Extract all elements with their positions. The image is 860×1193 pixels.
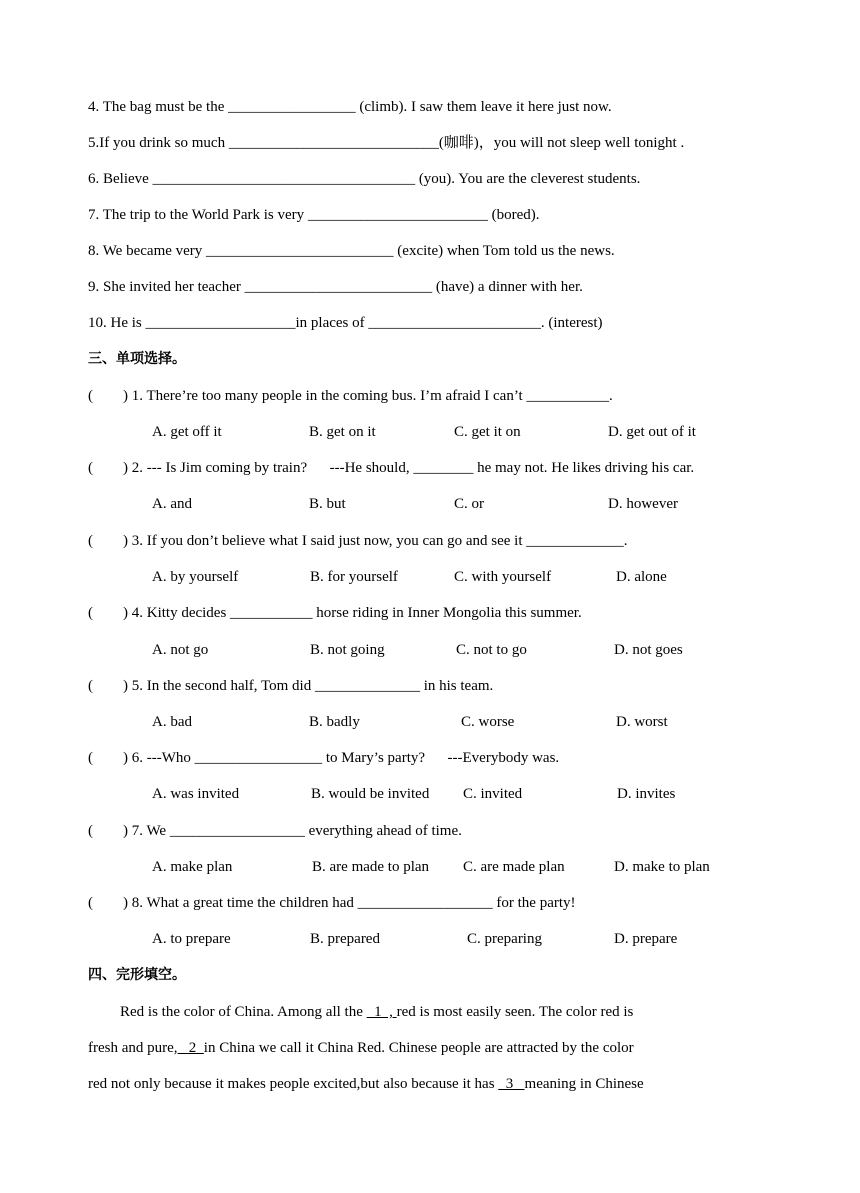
option-7b: B. are made to plan xyxy=(312,859,430,875)
cloze-text: red not only because it makes people excited,but also because it has xyxy=(88,1076,499,1092)
option-7c: C. are made plan xyxy=(463,859,565,875)
option-4c: C. not to go xyxy=(456,642,527,658)
option-8b: B. prepared xyxy=(310,931,380,947)
cloze-text: fresh and pure, xyxy=(88,1040,178,1056)
mc-question-3: ( ) 3. If you don’t believe what I said just now, you can go and see it _____________. xyxy=(88,533,628,549)
option-5b: B. badly xyxy=(309,714,360,730)
fill-item-5: 5.If you drink so much ____________________________(咖啡)，you will not sleep well tonight . xyxy=(88,135,685,151)
option-3a: A. by yourself xyxy=(152,569,239,585)
option-3b: B. for yourself xyxy=(310,569,398,585)
option-8a: A. to prepare xyxy=(152,931,231,947)
option-8d: D. prepare xyxy=(614,931,678,947)
cloze-text: meaning in Chinese xyxy=(524,1076,644,1092)
cloze-blank-3: 3 xyxy=(498,1076,525,1092)
option-4d: D. not goes xyxy=(614,642,683,658)
mc-question-7: ( ) 7. We __________________ everything ahead of time. xyxy=(88,823,462,839)
cloze-text: Red is the color of China. Among all the xyxy=(120,1004,367,1020)
cloze-blank-1: 1 , xyxy=(366,1004,397,1020)
section-4-title: 四、完形填空。 xyxy=(88,967,186,983)
cloze-text: in China we call it China Red. Chinese people are attracted by the color xyxy=(203,1040,634,1056)
option-5a: A. bad xyxy=(152,714,192,730)
cloze-line-1 xyxy=(120,1003,633,1021)
mc-question-4: ( ) 4. Kitty decides ___________ horse riding in Inner Mongolia this summer. xyxy=(88,605,582,621)
option-1b: B. get on it xyxy=(309,424,376,440)
option-6a: A. was invited xyxy=(152,786,240,802)
option-7a: A. make plan xyxy=(152,859,233,875)
option-3c: C. with yourself xyxy=(454,569,552,585)
fill-item-7: 7. The trip to the World Park is very ________________________ (bored). xyxy=(88,207,540,223)
cloze-text: red is most easily seen. The color red is xyxy=(396,1004,634,1020)
fill-item-4: 4. The bag must be the _________________ (climb). I saw them leave it here just now. xyxy=(88,99,612,115)
fill-item-10: 10. He is ____________________in places of _______________________. (interest) xyxy=(88,315,603,331)
option-1d: D. get out of it xyxy=(608,424,696,440)
option-6d: D. invites xyxy=(617,786,676,802)
option-2a: A. and xyxy=(152,496,192,512)
mc-question-6: ( ) 6. ---Who _________________ to Mary’s party? ---Everybody was. xyxy=(88,750,560,766)
mc-question-5: ( ) 5. In the second half, Tom did ______________ in his team. xyxy=(88,678,494,694)
option-3d: D. alone xyxy=(616,569,667,585)
fill-item-9: 9. She invited her teacher _________________________ (have) a dinner with her. xyxy=(88,279,583,295)
option-5c: C. worse xyxy=(461,714,515,730)
section-3-title: 三、单项选择。 xyxy=(88,351,186,367)
fill-item-6: 6. Believe ___________________________________ (you). You are the cleverest students. xyxy=(88,171,641,187)
option-4b: B. not going xyxy=(310,642,385,658)
option-2d: D. however xyxy=(608,496,678,512)
option-2b: B. but xyxy=(309,496,346,512)
mc-question-2: ( ) 2. --- Is Jim coming by train? ---He should, ________ he may not. He likes driving his car. xyxy=(88,460,695,476)
option-2c: C. or xyxy=(454,496,484,512)
mc-question-1: ( ) 1. There’re too many people in the coming bus. I’m afraid I can’t ___________. xyxy=(88,388,613,404)
option-1c: C. get it on xyxy=(454,424,521,440)
option-8c: C. preparing xyxy=(467,931,542,947)
cloze-line-2 xyxy=(88,1039,634,1057)
mc-question-8: ( ) 8. What a great time the children had __________________ for the party! xyxy=(88,895,576,911)
cloze-blank-2: 2 xyxy=(177,1040,204,1056)
option-6b: B. would be invited xyxy=(311,786,430,802)
cloze-line-3 xyxy=(88,1075,644,1093)
option-4a: A. not go xyxy=(152,642,209,658)
option-1a: A. get off it xyxy=(152,424,222,440)
fill-item-8: 8. We became very _________________________ (excite) when Tom told us the news. xyxy=(88,243,615,259)
option-7d: D. make to plan xyxy=(614,859,710,875)
option-5d: D. worst xyxy=(616,714,668,730)
option-6c: C. invited xyxy=(463,786,523,802)
